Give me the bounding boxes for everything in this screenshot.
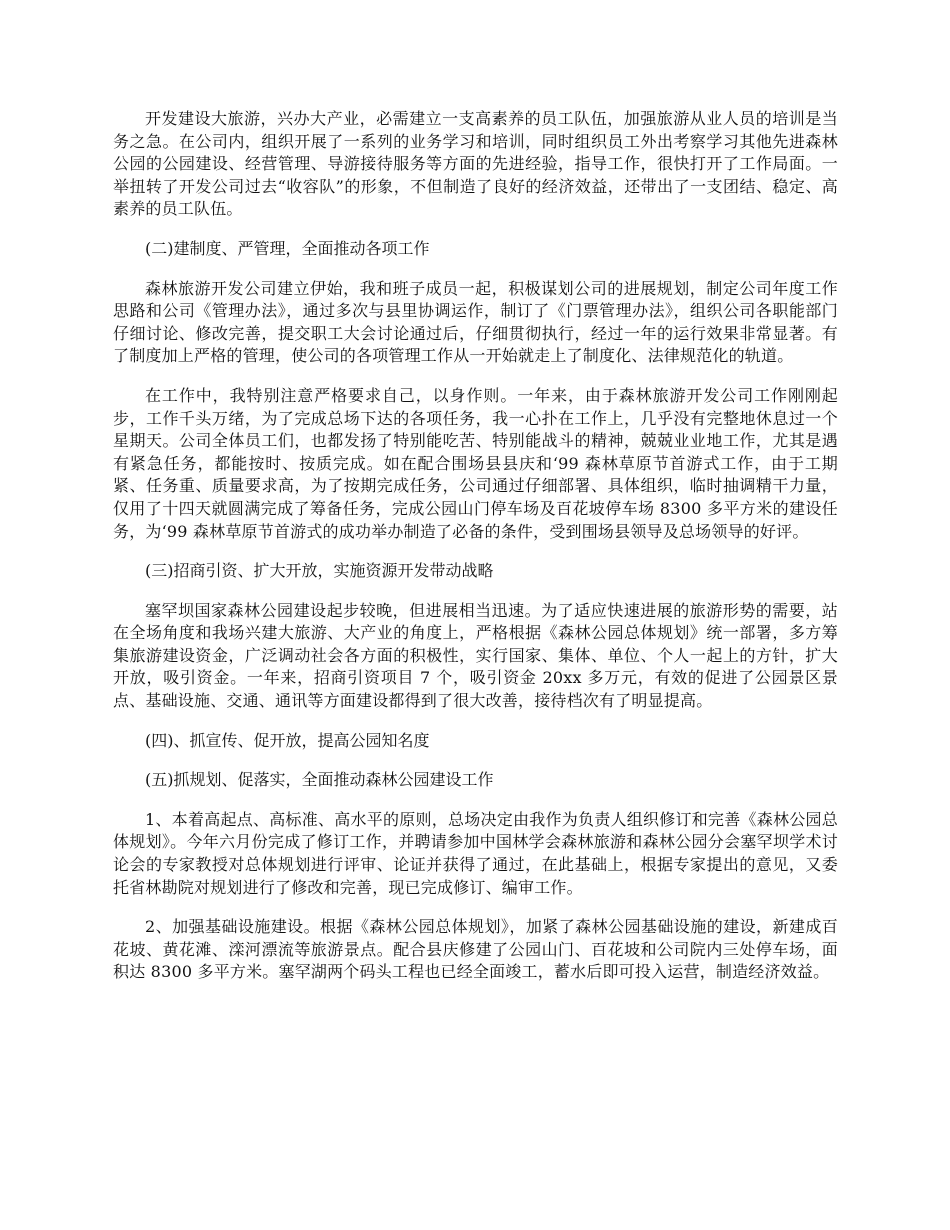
section-heading-2: (二)建制度、严管理，全面推动各项工作 bbox=[145, 238, 430, 258]
paragraph-investment: 塞罕坝国家森林公园建设起步较晚，但进展相当迅速。为了适应快速进展的旅游形势的需要，站在全场角度和我场兴建大旅游、大产业的角度上，严格根据《森林公园总体规划》统一部署，多方筹集旅游建设资金，广泛调动社会各方面的积极性，实行国家、集体、单位、个人一起上的方针，扩大开放，吸引资金。一年来，招商引资项目 7 个，吸引资金 20xx 多万元，有效的促进了公园景区景点、基础设施、交通、通讯等方面建设都得到了很大改善，接待档次有了明显提高。 bbox=[113, 600, 838, 711]
document-page bbox=[113, 108, 838, 1001]
paragraph-lead-by-example: 在工作中，我特别注意严格要求自己，以身作则。一年来，由于森林旅游开发公司工作刚刚起步，工作千头万绪，为了完成总场下达的各项任务，我一心扑在工作上，几乎没有完整地休息过一个星期天。公司全体员工们，也都发扬了特别能吃苦、特别能战斗的精神，兢兢业业地工作，尤其是遇有紧急任务，都能按时、按质完成。如在配合围场县县庆和‘99 森林草原节首游式工作，由于工期紧、任务重、质量要求高，为了按期完成任务，公司通过仔细部署、具体组织，临时抽调精干力量，仅用了十四天就圆满完成了筹备任务，完成公园山门停车场及百花坡停车场 8300 多平方米的建设任务，为‘99 森林草原节首游式的成功举办制造了必备的条件，受到围场县领导及总场领导的好评。 bbox=[113, 385, 838, 541]
paragraph-staff-training: 开发建设大旅游，兴办大产业，必需建立一支高素养的员工队伍，加强旅游从业人员的培训是当务之急。在公司内，组织开展了一系列的业务学习和培训，同时组织员工外出考察学习其他先进森林公园的公园建设、经营管理、导游接待服务等方面的先进经验，指导工作，很快打开了工作局面。一举扭转了开发公司过去“收容队”的形象，不但制造了良好的经济效益，还带出了一支团结、稳定、高素养的员工队伍。 bbox=[113, 109, 838, 219]
paragraph-infrastructure: 2、加强基础设施建设。根据《森林公园总体规划》，加紧了森林公园基础设施的建设，新建成百花坡、黄花滩、滦河漂流等旅游景点。配合县庆修建了公园山门、百花坡和公司院内三处停车场，面积达 8300 多平方米。塞罕湖两个码头工程也已经全面竣工，蓄水后即可投入运营，制造经济效益。 bbox=[113, 917, 838, 982]
paragraph-master-plan: 1、本着高起点、高标准、高水平的原则，总场决定由我作为负责人组织修订和完善《森林公园总体规划》。今年六月份完成了修订工作，并聘请参加中国林学会森林旅游和森林公园分会塞罕坝学术讨论会的专家教授对总体规划进行评审、论证并获得了通过，在此基础上，根据专家提出的意见，又委托省林勘院对规划进行了修改和完善，现已完成修订、编审工作。 bbox=[113, 809, 838, 897]
section-heading-3: (三)招商引资、扩大开放，实施资源开发带动战略 bbox=[145, 561, 494, 581]
section-heading-5: (五)抓规划、促落实，全面推动森林公园建设工作 bbox=[145, 770, 494, 790]
section-heading-4: (四)、抓宣传、促开放，提高公园知名度 bbox=[145, 730, 430, 750]
paragraph-management-rules: 森林旅游开发公司建立伊始，我和班子成员一起，积极谋划公司的进展规划，制定公司年度工作思路和公司《管理办法》，通过多次与县里协调运作，制订了《门票管理办法》，组织公司各职能部门仔细讨论、修改完善，提交职工大会讨论通过后，仔细贯彻执行，经过一年的运行效果非常显著。有了制度加上严格的管理，使公司的各项管理工作从一开始就走上了制度化、法律规范化的轨道。 bbox=[113, 278, 838, 366]
